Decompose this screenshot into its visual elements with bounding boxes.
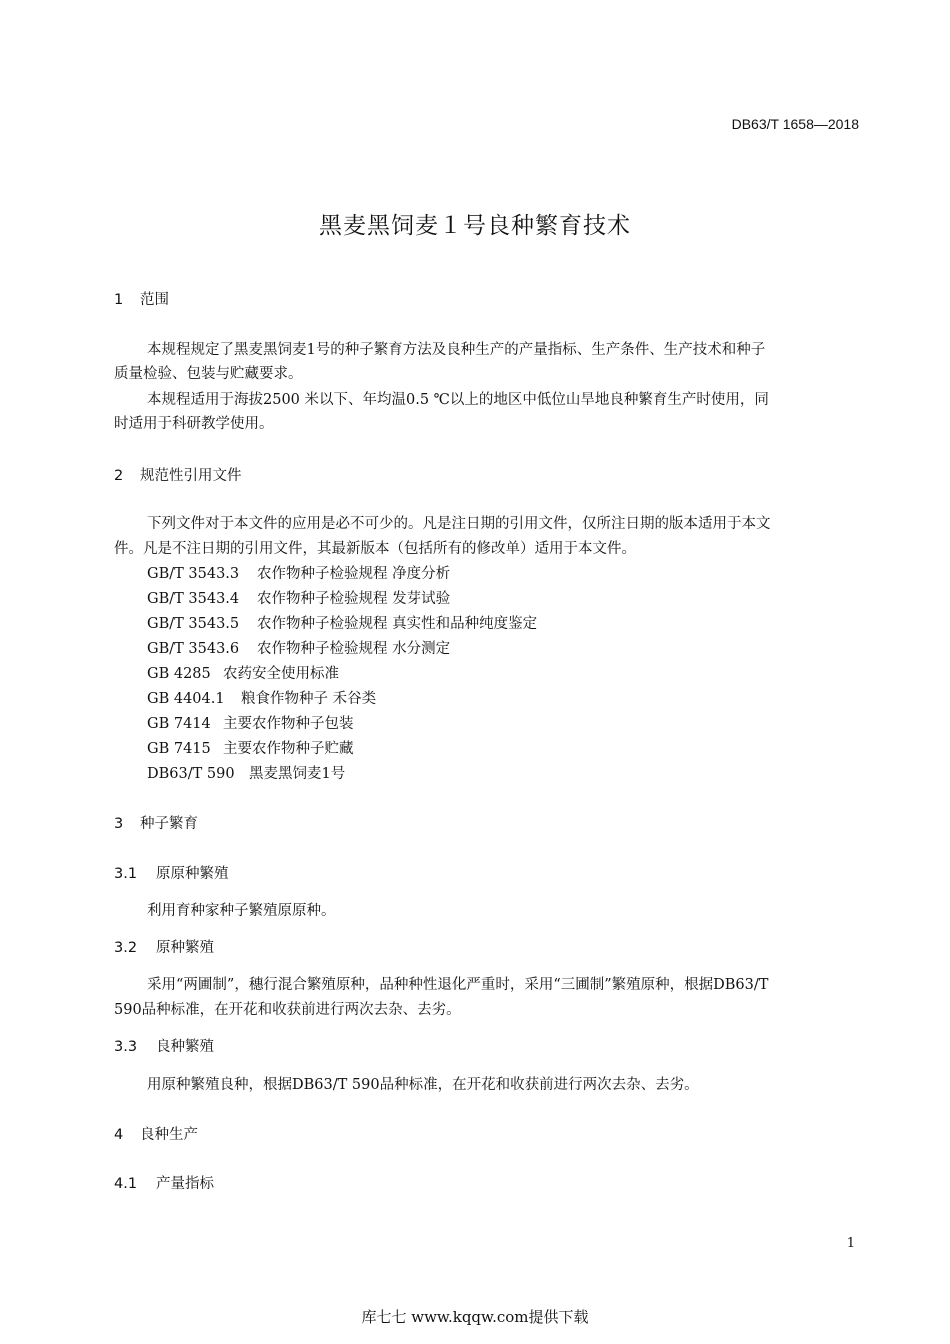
- paragraph-line: 质量检验、包装与贮藏要求。: [114, 366, 303, 382]
- section-number: 1: [114, 292, 124, 308]
- paragraph-line: 用原种繁殖良种，根据DB63/T 590品种标准，在开花和收获前进行两次去杂、去劣。: [147, 1077, 699, 1093]
- reference-code: GB 7415: [147, 741, 211, 757]
- paragraph-line: 590品种标准，在开花和收获前进行两次去杂、去劣。: [114, 1002, 461, 1018]
- reference-item: [147, 712, 354, 733]
- standard-code: DB63/T 1658—2018: [731, 116, 859, 132]
- reference-item: [147, 687, 376, 708]
- reference-code: GB/T 3543.4: [147, 591, 240, 607]
- reference-code: GB/T 3543.5: [147, 616, 240, 632]
- section-title: 原原种繁殖: [156, 866, 229, 882]
- paragraph-line: 下列文件对于本文件的应用是必不可少的。凡是注日期的引用文件，仅所注日期的版本适用于本文: [147, 516, 771, 532]
- section-title: 原种繁殖: [156, 940, 214, 956]
- section-title: 良种繁殖: [156, 1039, 214, 1055]
- paragraph-line: 采用“两圃制”，穗行混合繁殖原种，品种种性退化严重时，采用“三圃制”繁殖原种，根据DB63/T: [147, 977, 769, 993]
- reference-name: 农作物种子检验规程 净度分析: [257, 566, 451, 582]
- section-number: 3.3: [114, 1039, 138, 1055]
- reference-item: [147, 637, 450, 658]
- reference-code: GB 7414: [147, 716, 211, 732]
- section-number: 4.1: [114, 1176, 138, 1192]
- section-number: 3.2: [114, 940, 138, 956]
- section-3-3-heading: [114, 1035, 214, 1056]
- reference-name: 粮食作物种子 禾谷类: [241, 691, 377, 707]
- section-3-2-heading: [114, 936, 214, 957]
- section-title: 规范性引用文件: [140, 468, 242, 484]
- paragraph-line: 本规程适用于海拔2500 米以下、年均温0.5 ℃以上的地区中低位山旱地良种繁育生产时使用，同: [147, 392, 769, 408]
- section-3-1-heading: [114, 862, 229, 883]
- reference-name: 农作物种子检验规程 发芽试验: [257, 591, 451, 607]
- section-title: 良种生产: [140, 1127, 198, 1143]
- reference-name: 农药安全使用标准: [223, 666, 339, 682]
- reference-name: 农作物种子检验规程 水分测定: [257, 641, 451, 657]
- reference-item: [147, 737, 354, 758]
- reference-item: [147, 612, 537, 633]
- section-number: 3.1: [114, 866, 138, 882]
- section-title: 产量指标: [156, 1176, 214, 1192]
- reference-name: 主要农作物种子贮藏: [223, 741, 354, 757]
- paragraph-line: 本规程规定了黑麦黑饲麦1号的种子繁育方法及良种生产的产量指标、生产条件、生产技术和种子: [147, 342, 766, 358]
- reference-code: GB/T 3543.3: [147, 566, 240, 582]
- reference-code: DB63/T 590: [147, 766, 235, 782]
- section-4-1-heading: [114, 1172, 214, 1193]
- paragraph-line: 利用育种家种子繁殖原原种。: [147, 903, 336, 919]
- section-title: 范围: [140, 292, 169, 308]
- section-number: 4: [114, 1127, 124, 1143]
- reference-code: GB 4404.1: [147, 691, 225, 707]
- section-title: 种子繁育: [140, 816, 198, 832]
- section-3-heading: [114, 812, 198, 833]
- section-number: 3: [114, 816, 124, 832]
- section-4-heading: [114, 1123, 198, 1144]
- reference-name: 农作物种子检验规程 真实性和品种纯度鉴定: [257, 616, 538, 632]
- document-title: 黑麦黑饲麦１号良种繁育技术: [319, 213, 631, 239]
- reference-item: [147, 587, 450, 608]
- page-number: 1: [846, 1236, 855, 1251]
- download-footer: 库七七 www.kqqw.com提供下载: [361, 1308, 589, 1326]
- reference-name: 主要农作物种子包装: [223, 716, 354, 732]
- paragraph-line: 时适用于科研教学使用。: [114, 416, 274, 432]
- section-2-heading: [114, 464, 242, 485]
- section-number: 2: [114, 468, 124, 484]
- reference-code: GB/T 3543.6: [147, 641, 240, 657]
- section-1-heading: [114, 288, 169, 309]
- reference-name: 黑麦黑饲麦1号: [249, 766, 346, 782]
- reference-item: [147, 762, 345, 783]
- reference-item: [147, 662, 339, 683]
- paragraph-line: 件。凡是不注日期的引用文件，其最新版本（包括所有的修改单）适用于本文件。: [114, 541, 636, 557]
- reference-item: [147, 562, 450, 583]
- reference-code: GB 4285: [147, 666, 211, 682]
